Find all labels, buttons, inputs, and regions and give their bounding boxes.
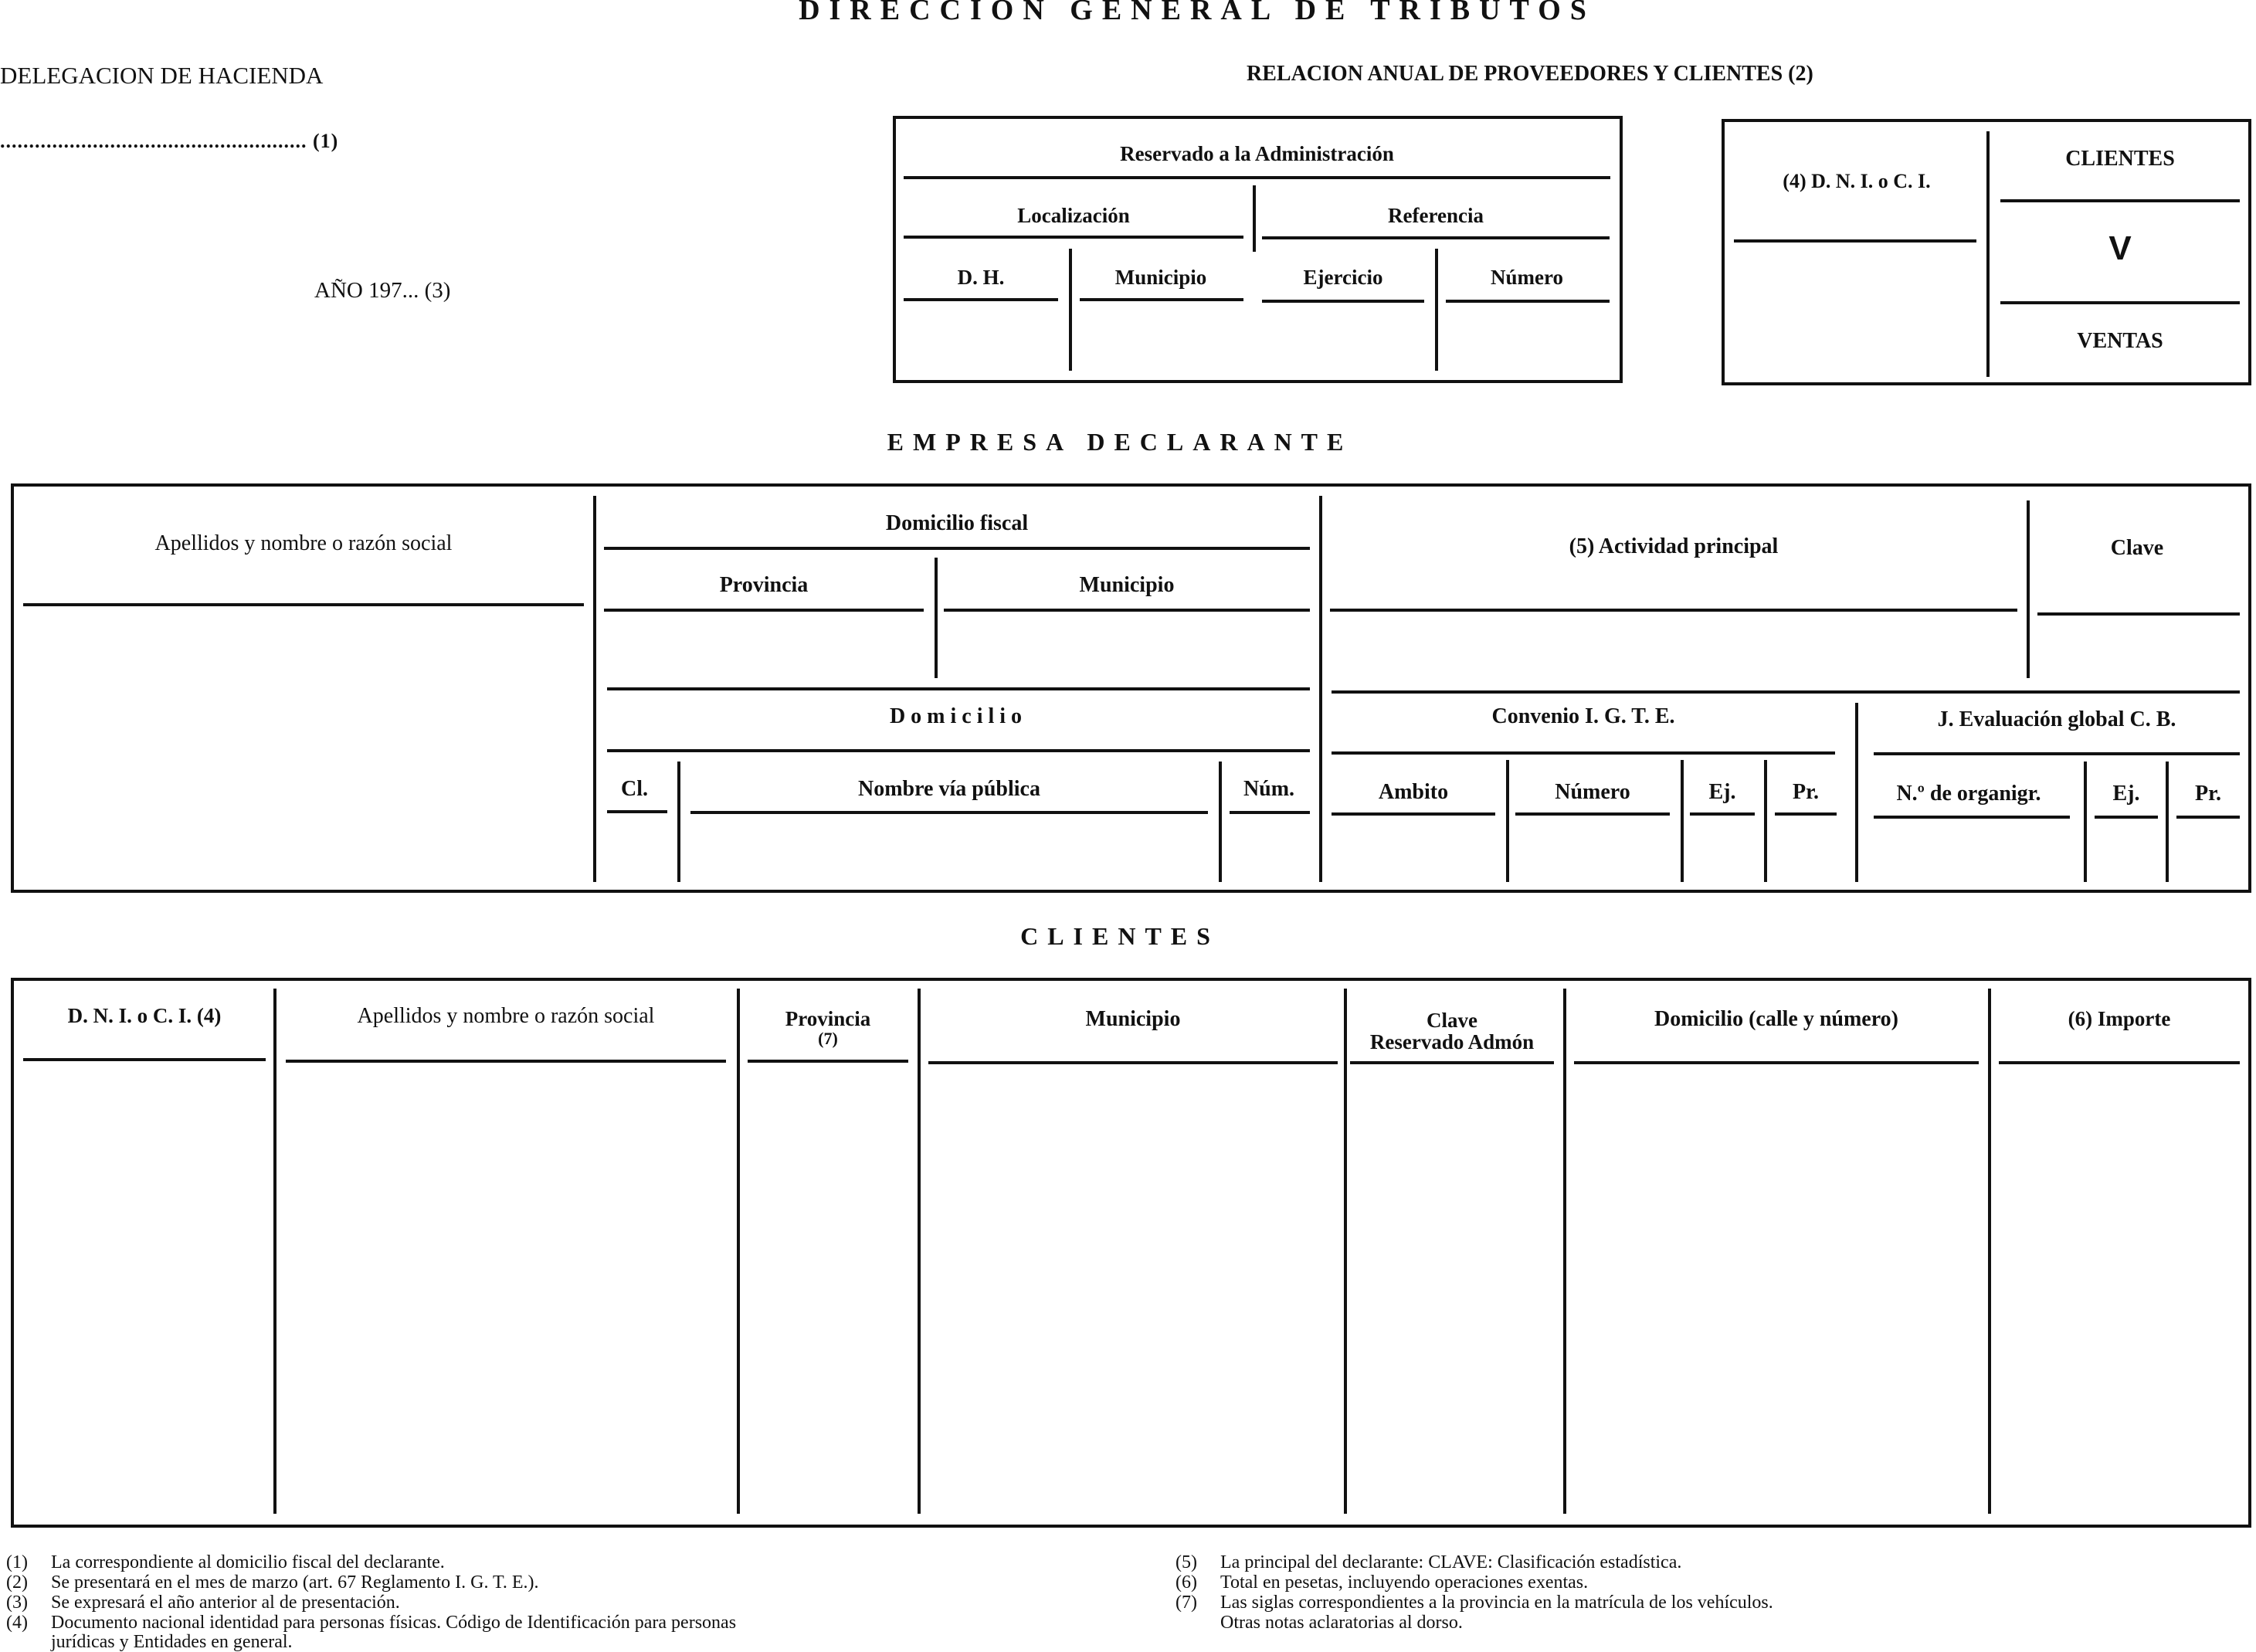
col-dni-header: D. N. I. o C. I. (4) <box>67 1004 222 1027</box>
form-title: DIRECCION GENERAL DE TRIBUTOS <box>799 0 1596 26</box>
cl-label: Cl. <box>621 777 648 801</box>
empresa-provincia-field[interactable] <box>604 615 928 677</box>
footnote-2-num: (2) <box>6 1572 28 1593</box>
clientes-tag-label: CLIENTES <box>2065 147 2175 171</box>
numero-convenio-label: Número <box>1555 780 1630 804</box>
ejercicio-label: Ejercicio <box>1303 266 1383 289</box>
footnote-1-text: La correspondiente al domicilio fiscal del declarante. <box>51 1552 445 1572</box>
clave-empresa-label: Clave <box>2110 536 2164 560</box>
admin-box-title: Reservado a la Administración <box>1120 142 1394 165</box>
footnote-7-num: (7) <box>1175 1593 1197 1613</box>
footnote-4-num: (4) <box>6 1613 28 1633</box>
empresa-municipio-field[interactable] <box>944 615 1310 677</box>
municipio-empresa-label: Municipio <box>1079 573 1175 597</box>
col-domicilio-header: Domicilio (calle y número) <box>1654 1007 1898 1031</box>
clientes-section-title: CLIENTES <box>1020 922 1220 950</box>
pr-evaluacion-field[interactable] <box>2172 822 2240 882</box>
ventas-label: VENTAS <box>2077 329 2163 353</box>
pr-evaluacion-label: Pr. <box>2195 782 2221 806</box>
empresa-via-field[interactable] <box>684 817 1214 882</box>
empresa-num-field[interactable] <box>1226 817 1310 882</box>
clientes-dni-column-area[interactable] <box>23 1069 266 1514</box>
footnote-otras: Otras notas aclaratorias al dorso. <box>1220 1613 1463 1633</box>
relacion-label: RELACION ANUAL DE PROVEEDORES Y CLIENTES (2) <box>1247 62 1813 86</box>
footnote-3-num: (3) <box>6 1593 28 1613</box>
footnote-2-text: Se presentará en el mes de marzo (art. 67 Reglamento I. G. T. E.). <box>51 1572 539 1593</box>
col-apellidos-header: Apellidos y nombre o razón social <box>357 1004 655 1028</box>
footnote-1-num: (1) <box>6 1552 28 1572</box>
empresa-section-title: EMPRESA DECLARANTE <box>887 428 1353 456</box>
actividad-field[interactable] <box>1330 615 2017 677</box>
clave-empresa-field[interactable] <box>2037 618 2240 677</box>
footnote-7-text: Las siglas correspondientes a la provincia en la matrícula de los vehículos. <box>1220 1593 1773 1613</box>
col-municipio-header: Municipio <box>1085 1007 1181 1031</box>
clientes-apellidos-column-area[interactable] <box>286 1069 726 1514</box>
admin-numero-field[interactable] <box>1441 306 1608 368</box>
clientes-provincia-column-area[interactable] <box>748 1069 908 1514</box>
ej-evaluacion-label: Ej. <box>2112 782 2140 806</box>
referencia-label: Referencia <box>1388 204 1484 227</box>
empresa-cl-field[interactable] <box>607 817 673 882</box>
admin-dh-field[interactable] <box>907 306 1061 368</box>
evaluacion-label: J. Evaluación global C. B. <box>1937 707 2176 731</box>
col-provincia-header: Provincia <box>785 1007 871 1030</box>
dh-label: D. H. <box>957 266 1005 289</box>
empresa-apellidos-label: Apellidos y nombre o razón social <box>154 531 453 555</box>
col-importe-header: (6) Importe <box>2068 1007 2171 1030</box>
clientes-clave-column-area[interactable] <box>1350 1069 1554 1514</box>
nombre-via-label: Nombre vía pública <box>858 777 1040 801</box>
ambito-label: Ambito <box>1378 780 1449 804</box>
ej-convenio-field[interactable] <box>1687 819 1761 882</box>
pr-convenio-field[interactable] <box>1770 819 1840 882</box>
domicilio-label: Domicilio <box>889 704 1028 728</box>
clientes-importe-column-area[interactable] <box>1999 1069 2240 1514</box>
ej-evaluacion-field[interactable] <box>2090 822 2163 882</box>
convenio-label: Convenio I. G. T. E. <box>1491 704 1675 728</box>
clientes-municipio-column-area[interactable] <box>928 1069 1338 1514</box>
admin-ejercicio-field[interactable] <box>1265 306 1432 368</box>
empresa-apellidos-field[interactable] <box>23 610 584 880</box>
footnote-5-text: La principal del declarante: CLAVE: Clasificación estadística. <box>1220 1552 1682 1572</box>
dni-input-field[interactable] <box>1734 247 1980 371</box>
anio-label: AÑO 197... (3) <box>314 278 451 303</box>
n-organigr-field[interactable] <box>1860 822 2081 882</box>
localizacion-label: Localización <box>1017 204 1130 227</box>
footnote-6-text: Total en pesetas, incluyendo operaciones exentas. <box>1220 1572 1589 1593</box>
footnote-4-text: Documento nacional identidad para personas físicas. Código de Identificación para personas <box>51 1613 737 1633</box>
actividad-label: (5) Actividad principal <box>1569 534 1779 558</box>
col-clave-sub-header: Reservado Admón <box>1369 1030 1535 1053</box>
n-organigr-label: N.º de organigr. <box>1896 782 2041 806</box>
numero-convenio-field[interactable] <box>1512 819 1678 882</box>
municipio-admin-label: Municipio <box>1114 266 1207 289</box>
col-provincia-note: (7) <box>818 1029 838 1048</box>
footnote-3-text: Se expresará el año anterior al de presentación. <box>51 1593 400 1613</box>
num-label: Núm. <box>1243 777 1295 801</box>
footnote-5-num: (5) <box>1175 1552 1197 1572</box>
clientes-domicilio-column-area[interactable] <box>1574 1069 1979 1514</box>
ambito-field[interactable] <box>1332 819 1503 882</box>
provincia-label: Provincia <box>719 573 809 597</box>
admin-municipio-field[interactable] <box>1075 306 1242 368</box>
v-letter: V <box>2108 229 2132 267</box>
footnote-6-num: (6) <box>1175 1572 1197 1593</box>
ej-convenio-label: Ej. <box>1708 780 1736 804</box>
delegacion-dots: ..................................................... (1) <box>0 130 339 152</box>
footnote-4-cont: jurídicas y Entidades en general. <box>51 1632 293 1652</box>
dni-label: (4) D. N. I. o C. I. <box>1783 170 1931 192</box>
numero-admin-label: Número <box>1491 266 1563 289</box>
pr-convenio-label: Pr. <box>1793 780 1819 804</box>
domicilio-fiscal-label: Domicilio fiscal <box>885 511 1029 535</box>
delegacion-label: DELEGACION DE HACIENDA <box>0 62 324 89</box>
col-clave-header: Clave <box>1427 1009 1477 1032</box>
